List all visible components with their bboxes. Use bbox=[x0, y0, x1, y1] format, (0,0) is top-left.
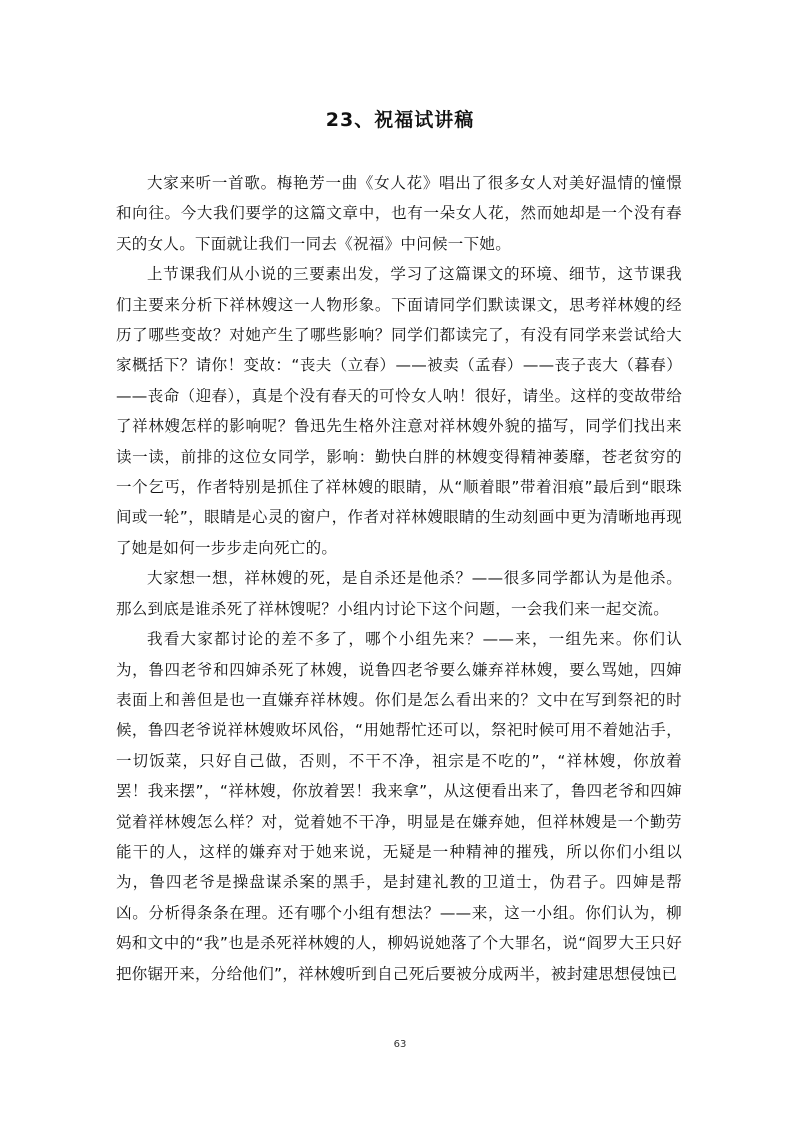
page-title: 23、祝福试讲稿 bbox=[325, 109, 475, 131]
paragraph-character-analysis: 上节课我们从小说的三要素出发，学习了这篇课文的环境、细节，这节课我们主要来分析下祥林嫂这一人物形象。下面请同学们默读课文，思考祥林嫂的经历了哪些变故？对她产生了哪些影响？同学们都读完了，有没有同学来尝试给大家概括下？请你！变故：“丧夫（立春）——被卖（孟春）——丧子丧大（暮春）——丧命（迎春），真是个没有春天的可怜女人呐！很好，请坐。这样的变故带给了祥林嫂怎样的影响呢？鲁迅先生格外注意对祥林嫂外貌的描写，同学们找出来读一读，前排的这位女同学，影响：勤快白胖的林嫂变得精神萎靡，苍老贫穷的一个乞丐，作者特别是抓住了祥林嫂的眼睛，从“顺着眼”带着泪痕”最后到“眼珠间或一轮”，眼睛是心灵的窗户，作者对祥林嫂眼睛的生动刻画中更为清晰地再现了她是如何一步步走向死亡的。 bbox=[116, 265, 682, 557]
article-body bbox=[116, 168, 682, 989]
page-number: 63 bbox=[393, 1039, 407, 1050]
paragraph-intro: 大家来听一首歌。梅艳芳一曲《女人花》唱出了很多女人对美好温情的憧憬和向往。今大我们要学的这篇文章中，也有一朵女人花，然而她却是一个没有春天的女人。下面就让我们一同去《祝福》中问候一下她。 bbox=[116, 174, 682, 253]
paragraph-group-answers: 我看大家都讨论的差不多了，哪个小组先来？——来，一组先来。你们认为，鲁四老爷和四婶杀死了林嫂，说鲁四老爷要么嫌弃祥林嫂，要么骂她，四婶表面上和善但是也一直嫌弃祥林嫂。你们是怎么看出来的？文中在写到祭祀的时候，鲁四老爷说祥林嫂败坏风俗，“用她帮忙还可以，祭祀时候可用不着她沾手，一切饭菜，只好自己做，否则，不干不净，祖宗是不吃的”，“祥林嫂，你放着罢！我来摆”，“祥林嫂，你放着罢！我来拿”，从这便看出来了，鲁四老爷和四婶觉着祥林嫂怎么样？对，觉着她不干净，明显是在嫌弃她，但祥林嫂是一个勤劳能干的人，这样的嫌弃对于她来说，无疑是一种精神的摧残，所以你们小组以为，鲁四老爷是操盘谋杀案的黑手，是封建礼教的卫道士，伪君子。四婶是帮凶。分析得条条在理。还有哪个小组有想法？——来，这一小组。你们认为，柳妈和文中的“我”也是杀死祥林嫂的人，柳妈说她落了个大罪名，说“阎罗大王只好把你锯开来，分给他们”，祥林嫂听到自己死后要被分成两半，被封建思想侵蚀已 bbox=[116, 630, 682, 983]
paragraph-discussion-question: 大家想一想，祥林嫂的死，是自杀还是他杀？——很多同学都认为是他杀。那么到底是谁杀死了祥林馊呢？小组内讨论下这个问题，一会我们来一起交流。 bbox=[116, 569, 682, 618]
